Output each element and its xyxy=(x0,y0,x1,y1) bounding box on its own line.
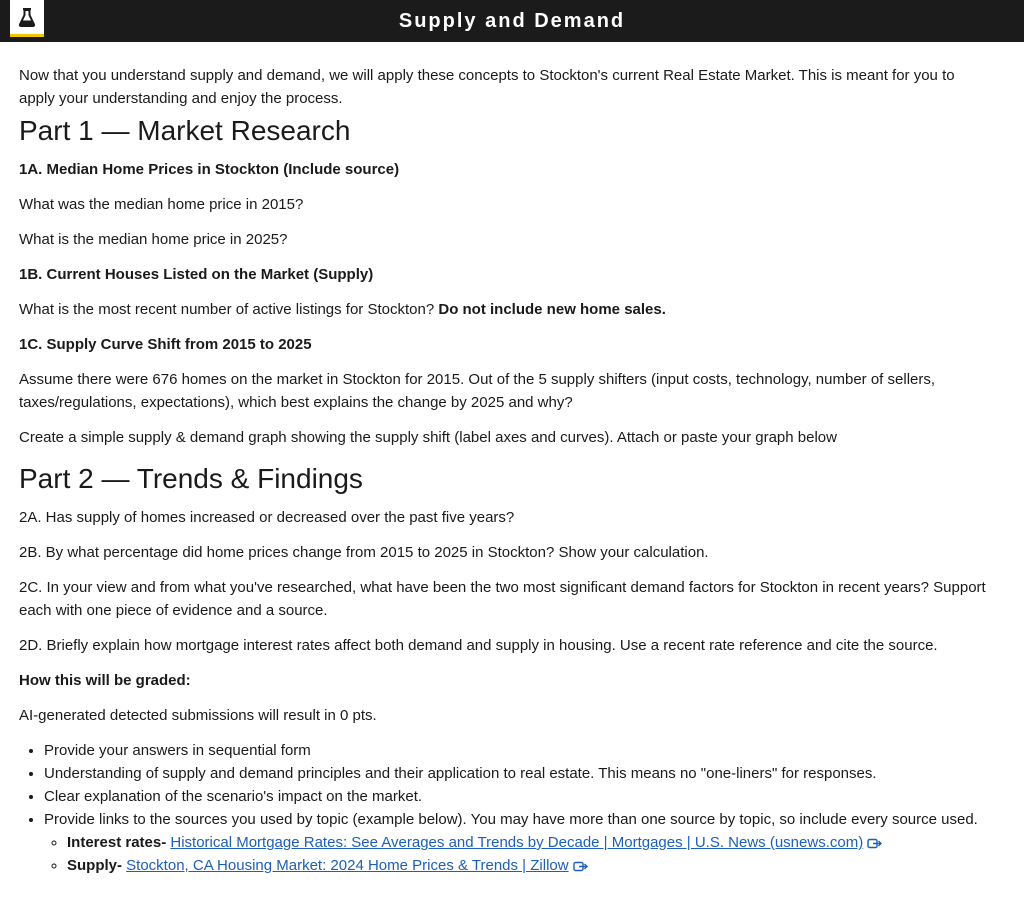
list-item: • Understanding of supply and demand principles and their application to real estate. This means no "one-liners" for responses. xyxy=(44,762,994,785)
q1c-question: Assume there were 676 homes on the market in Stockton for 2015. Out of the 5 supply shifters (input costs, technology, number of sellers, taxes/regulations, expectations), which best explains the change by 2025 and why? xyxy=(19,371,936,411)
flask-icon xyxy=(18,7,36,27)
grading-title: How this will be graded: xyxy=(19,672,191,689)
usnews-mortgage-link[interactable]: Historical Mortgage Rates: See Averages and Trends by Decade | Mortgages | U.S. News (usnews.com) xyxy=(170,834,864,851)
page-title: Supply and Demand xyxy=(398,9,626,32)
list-item xyxy=(44,808,994,877)
q1b-text: What is the most recent number of active listings for Stockton? xyxy=(19,301,439,318)
q1a-question-2: What is the median home price in 2025? xyxy=(19,231,288,248)
logo[interactable] xyxy=(10,0,44,37)
list-item: • Provide your answers in sequential form xyxy=(44,739,994,762)
grading-list xyxy=(19,739,994,877)
list-item: • Clear explanation of the scenario's impact on the market. xyxy=(44,785,994,808)
source-label: Supply- xyxy=(67,857,127,874)
header-bar xyxy=(0,0,1024,42)
source-item-supply xyxy=(67,854,994,877)
external-link-icon xyxy=(867,837,883,850)
q1b-question xyxy=(19,298,994,321)
q1c-graph-instruction: Create a simple supply & demand graph showing the supply shift (label axes and curves). Attach or paste your graph below xyxy=(19,429,837,446)
q1a-title: 1A. Median Home Prices in Stockton (Include source) xyxy=(19,161,400,178)
source-item-interest-rates xyxy=(67,831,994,854)
intro-text: Now that you understand supply and demand, we will apply these concepts to Stockton's current Real Estate Market. This is meant for you to apply your understanding and enjoy the process. xyxy=(19,67,955,107)
q2c-question: 2C. In your view and from what you've researched, what have been the two most significant demand factors for Stockton in recent years? Support each with one piece of evidence and a source. xyxy=(19,579,986,619)
part2-heading: Part 2 — Trends & Findings xyxy=(19,463,363,494)
part1-heading: Part 1 — Market Research xyxy=(19,115,351,146)
grading-note: AI-generated detected submissions will result in 0 pts. xyxy=(19,707,377,724)
q1b-emphasis: Do not include new home sales. xyxy=(438,301,666,318)
q2d-question: 2D. Briefly explain how mortgage interest rates affect both demand and supply in housing. Use a recent rate reference and cite the source. xyxy=(19,637,938,654)
assignment-body xyxy=(0,42,1024,877)
q2a-question: 2A. Has supply of homes increased or decreased over the past five years? xyxy=(19,509,515,526)
external-link-icon xyxy=(573,860,589,873)
sources-instruction: Provide links to the sources you used by topic (example below). You may have more than one source by topic, so include every source used. xyxy=(44,811,978,828)
source-label: Interest rates- xyxy=(67,834,171,851)
source-list xyxy=(44,831,994,877)
zillow-housing-link[interactable]: Stockton, CA Housing Market: 2024 Home Prices & Trends | Zillow xyxy=(126,857,569,874)
q1c-title: 1C. Supply Curve Shift from 2015 to 2025 xyxy=(19,336,312,353)
q1b-title: 1B. Current Houses Listed on the Market (Supply) xyxy=(19,266,374,283)
q1a-question-1: What was the median home price in 2015? xyxy=(19,196,304,213)
q2b-question: 2B. By what percentage did home prices change from 2015 to 2025 in Stockton? Show your calculation. xyxy=(19,544,709,561)
